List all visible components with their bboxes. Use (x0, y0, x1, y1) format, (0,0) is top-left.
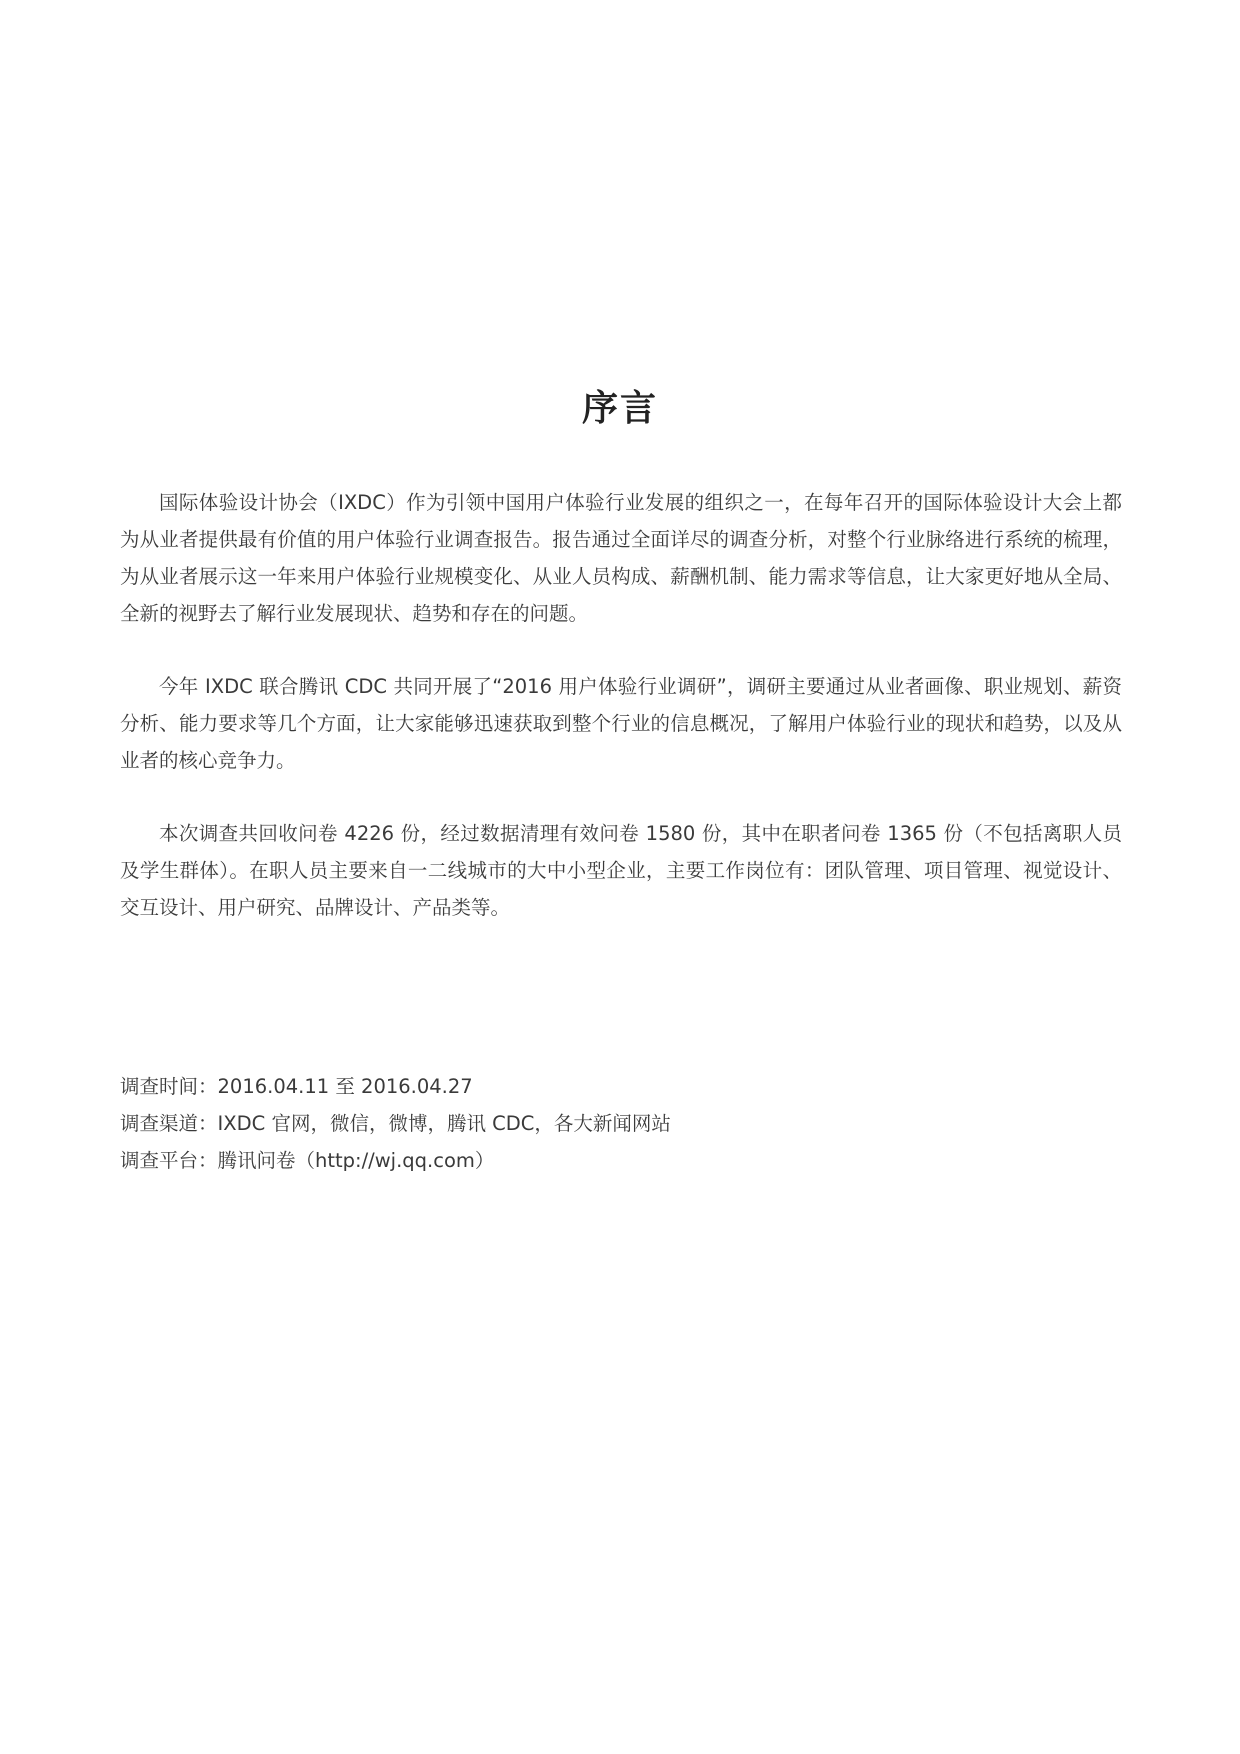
intro-paragraph-2: 今年 IXDC 联合腾讯 CDC 共同开展了“2016 用户体验行业调研”，调研主要通过从业者画像、职业规划、薪资分析、能力要求等几个方面，让大家能够迅速获取到整个行业的信息概况，了解用户体验行业的现状和趋势，以及从业者的核心竞争力。 (120, 675, 1122, 772)
intro-paragraph-3: 本次调查共回收问卷 4226 份，经过数据清理有效问卷 1580 份，其中在职者问卷 1365 份（不包括离职人员及学生群体）。在职人员主要来自一二线城市的大中小型企业，主要工作岗位有：团队管理、项目管理、视觉设计、交互设计、用户研究、品牌设计、产品类等。 (120, 822, 1122, 919)
survey-time: 调查时间：2016.04.11 至 2016.04.27 (120, 1075, 473, 1098)
survey-channels: 调查渠道：IXDC 官网，微信，微博，腾讯 CDC，各大新闻网站 (120, 1112, 671, 1135)
intro-paragraph-1: 国际体验设计协会（IXDC）作为引领中国用户体验行业发展的组织之一，在每年召开的国际体验设计大会上都为从业者提供最有价值的用户体验行业调查报告。报告通过全面详尽的调查分析，对整个行业脉络进行系统的梳理，为从业者展示这一年来用户体验行业规模变化、从业人员构成、薪酬机制、能力需求等信息，让大家更好地从全局、全新的视野去了解行业发展现状、趋势和存在的问题。 (120, 491, 1122, 625)
page-title: 序言 (581, 388, 658, 429)
survey-platform: 调查平台：腾讯问卷（http://wj.qq.com） (120, 1149, 495, 1172)
survey-info (120, 1068, 1122, 1179)
